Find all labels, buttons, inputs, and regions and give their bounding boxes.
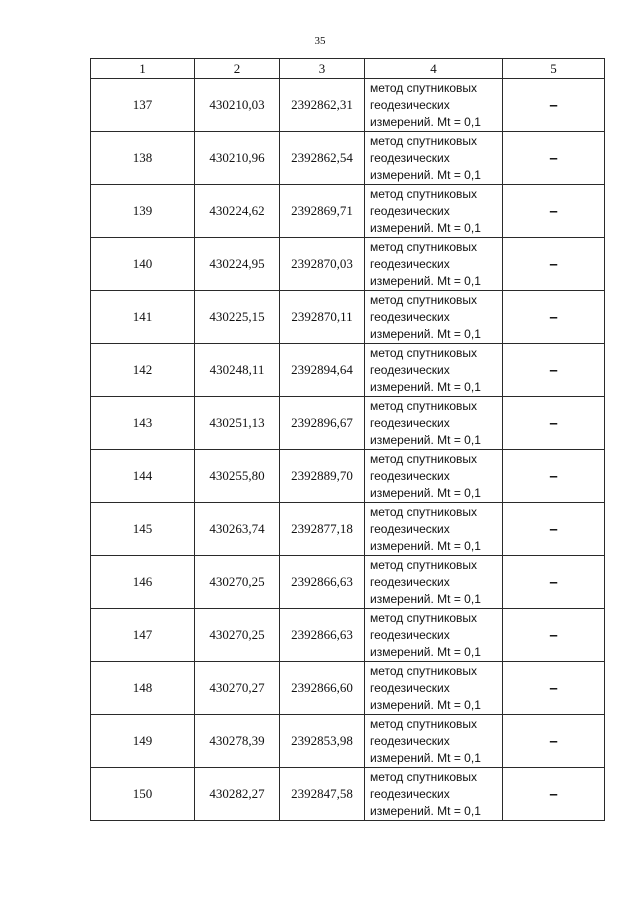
table-header-row <box>91 59 605 79</box>
method-line: измерений. Mt = 0,1 <box>370 220 481 235</box>
method-line: геодезических <box>370 680 450 695</box>
y-coordinate-cell: 2392847,58 <box>280 768 365 821</box>
method-line: метод спутниковых <box>370 610 478 625</box>
dash-cell: – <box>503 185 605 238</box>
x-coordinate-cell: 430210,03 <box>195 79 280 132</box>
method-line: геодезических <box>370 256 450 271</box>
method-cell <box>365 609 503 662</box>
method-line: измерений. Mt = 0,1 <box>370 485 481 500</box>
table-row <box>91 556 605 609</box>
x-coordinate-cell: 430270,25 <box>195 609 280 662</box>
x-coordinate-cell: 430255,80 <box>195 450 280 503</box>
point-number-cell: 148 <box>91 662 195 715</box>
table-row <box>91 768 605 821</box>
dash-cell: – <box>503 768 605 821</box>
dash-cell: – <box>503 132 605 185</box>
y-coordinate-cell: 2392862,31 <box>280 79 365 132</box>
point-number-cell: 147 <box>91 609 195 662</box>
y-coordinate-cell: 2392862,54 <box>280 132 365 185</box>
method-line: геодезических <box>370 627 450 642</box>
table-row <box>91 344 605 397</box>
column-header-3: 3 <box>280 59 365 79</box>
method-line: геодезических <box>370 468 450 483</box>
y-coordinate-cell: 2392866,63 <box>280 609 365 662</box>
table-row <box>91 291 605 344</box>
point-number-cell: 139 <box>91 185 195 238</box>
dash-cell: – <box>503 238 605 291</box>
method-cell <box>365 768 503 821</box>
method-line: геодезических <box>370 786 450 801</box>
x-coordinate-cell: 430248,11 <box>195 344 280 397</box>
method-line: метод спутниковых <box>370 133 478 148</box>
method-line: геодезических <box>370 415 450 430</box>
y-coordinate-cell: 2392866,63 <box>280 556 365 609</box>
method-line: измерений. Mt = 0,1 <box>370 803 481 818</box>
method-line: измерений. Mt = 0,1 <box>370 538 481 553</box>
point-number-cell: 144 <box>91 450 195 503</box>
method-line: измерений. Mt = 0,1 <box>370 114 481 129</box>
method-line: геодезических <box>370 574 450 589</box>
point-number-cell: 143 <box>91 397 195 450</box>
method-line: метод спутниковых <box>370 398 478 413</box>
column-header-4: 4 <box>365 59 503 79</box>
point-number-cell: 145 <box>91 503 195 556</box>
method-line: геодезических <box>370 203 450 218</box>
column-header-1: 1 <box>91 59 195 79</box>
method-line: геодезических <box>370 150 450 165</box>
method-line: метод спутниковых <box>370 663 478 678</box>
method-line: метод спутниковых <box>370 186 478 201</box>
point-number-cell: 142 <box>91 344 195 397</box>
table-row <box>91 238 605 291</box>
dash-cell: – <box>503 397 605 450</box>
dash-cell: – <box>503 715 605 768</box>
column-header-2: 2 <box>195 59 280 79</box>
table-row <box>91 662 605 715</box>
point-number-cell: 138 <box>91 132 195 185</box>
dash-cell: – <box>503 609 605 662</box>
point-number-cell: 149 <box>91 715 195 768</box>
dash-cell: – <box>503 450 605 503</box>
method-line: метод спутниковых <box>370 292 478 307</box>
table-row <box>91 185 605 238</box>
y-coordinate-cell: 2392894,64 <box>280 344 365 397</box>
method-line: измерений. Mt = 0,1 <box>370 273 481 288</box>
method-cell <box>365 79 503 132</box>
method-line: метод спутниковых <box>370 80 478 95</box>
dash-cell: – <box>503 556 605 609</box>
table-row <box>91 715 605 768</box>
point-number-cell: 141 <box>91 291 195 344</box>
page-number: 35 <box>314 35 326 47</box>
method-line: измерений. Mt = 0,1 <box>370 326 481 341</box>
dash-cell: – <box>503 79 605 132</box>
x-coordinate-cell: 430224,95 <box>195 238 280 291</box>
x-coordinate-cell: 430224,62 <box>195 185 280 238</box>
method-line: измерений. Mt = 0,1 <box>370 432 481 447</box>
table-row <box>91 450 605 503</box>
method-cell <box>365 556 503 609</box>
y-coordinate-cell: 2392866,60 <box>280 662 365 715</box>
method-line: измерений. Mt = 0,1 <box>370 644 481 659</box>
method-cell <box>365 185 503 238</box>
method-line: метод спутниковых <box>370 345 478 360</box>
table-body <box>91 79 605 821</box>
coordinates-table <box>90 58 605 821</box>
method-cell <box>365 291 503 344</box>
dash-cell: – <box>503 291 605 344</box>
method-line: метод спутниковых <box>370 451 478 466</box>
point-number-cell: 137 <box>91 79 195 132</box>
column-header-5: 5 <box>503 59 605 79</box>
y-coordinate-cell: 2392896,67 <box>280 397 365 450</box>
dash-cell: – <box>503 344 605 397</box>
x-coordinate-cell: 430225,15 <box>195 291 280 344</box>
x-coordinate-cell: 430282,27 <box>195 768 280 821</box>
point-number-cell: 140 <box>91 238 195 291</box>
method-line: измерений. Mt = 0,1 <box>370 591 481 606</box>
method-line: геодезических <box>370 362 450 377</box>
method-cell <box>365 344 503 397</box>
point-number-cell: 150 <box>91 768 195 821</box>
x-coordinate-cell: 430251,13 <box>195 397 280 450</box>
y-coordinate-cell: 2392853,98 <box>280 715 365 768</box>
method-line: измерений. Mt = 0,1 <box>370 697 481 712</box>
method-line: метод спутниковых <box>370 504 478 519</box>
table-row <box>91 609 605 662</box>
method-cell <box>365 715 503 768</box>
x-coordinate-cell: 430263,74 <box>195 503 280 556</box>
method-cell <box>365 450 503 503</box>
y-coordinate-cell: 2392889,70 <box>280 450 365 503</box>
method-line: измерений. Mt = 0,1 <box>370 167 481 182</box>
x-coordinate-cell: 430270,25 <box>195 556 280 609</box>
method-cell <box>365 132 503 185</box>
method-line: измерений. Mt = 0,1 <box>370 379 481 394</box>
method-line: геодезических <box>370 97 450 112</box>
method-line: геодезических <box>370 733 450 748</box>
method-line: метод спутниковых <box>370 769 478 784</box>
method-line: метод спутниковых <box>370 716 478 731</box>
table-row <box>91 503 605 556</box>
method-cell <box>365 238 503 291</box>
y-coordinate-cell: 2392870,11 <box>280 291 365 344</box>
x-coordinate-cell: 430210,96 <box>195 132 280 185</box>
y-coordinate-cell: 2392869,71 <box>280 185 365 238</box>
y-coordinate-cell: 2392870,03 <box>280 238 365 291</box>
method-cell <box>365 503 503 556</box>
table-row <box>91 397 605 450</box>
point-number-cell: 146 <box>91 556 195 609</box>
y-coordinate-cell: 2392877,18 <box>280 503 365 556</box>
method-line: измерений. Mt = 0,1 <box>370 750 481 765</box>
dash-cell: – <box>503 503 605 556</box>
method-line: метод спутниковых <box>370 239 478 254</box>
dash-cell: – <box>503 662 605 715</box>
method-cell <box>365 662 503 715</box>
x-coordinate-cell: 430270,27 <box>195 662 280 715</box>
table-row <box>91 79 605 132</box>
method-line: геодезических <box>370 521 450 536</box>
method-line: геодезических <box>370 309 450 324</box>
table-row <box>91 132 605 185</box>
method-cell <box>365 397 503 450</box>
method-line: метод спутниковых <box>370 557 478 572</box>
x-coordinate-cell: 430278,39 <box>195 715 280 768</box>
